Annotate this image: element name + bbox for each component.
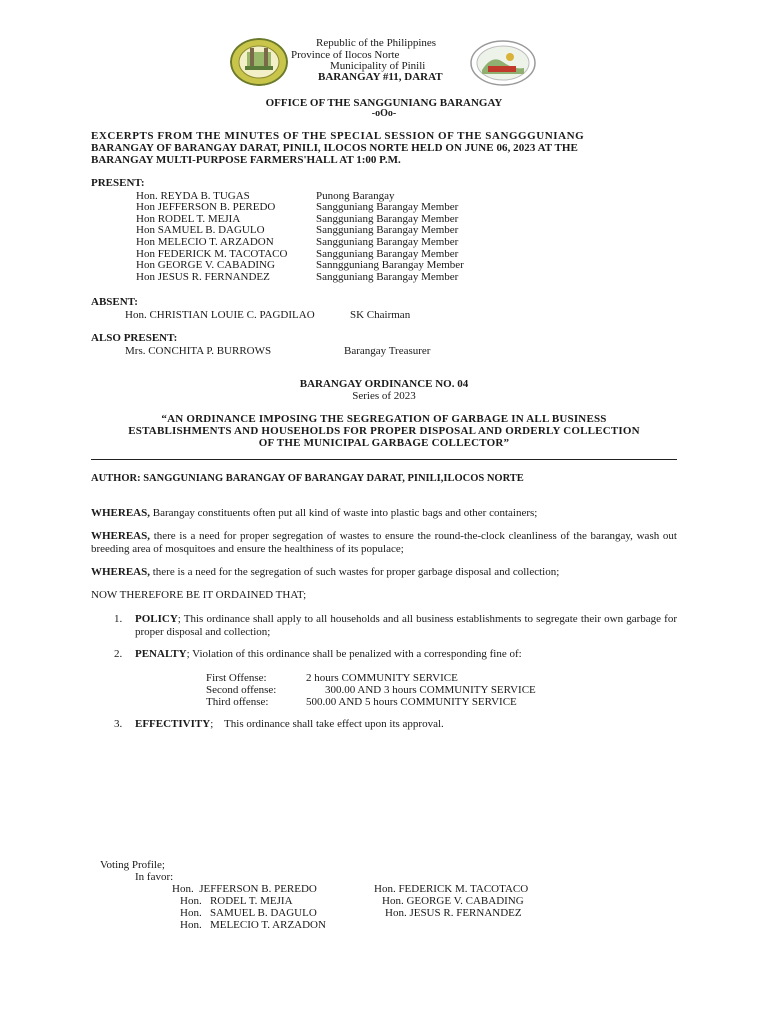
item-effectivity (135, 718, 444, 730)
voter-name: Hon. SAMUEL B. DAGULO (180, 907, 317, 919)
whereas-clause (91, 530, 677, 556)
voter-name: Hon. JEFFERSON B. PEREDO (172, 883, 317, 895)
whereas-lead: WHEREAS, (91, 530, 150, 542)
voter-name: Hon. GEORGE V. CABADING (382, 895, 524, 907)
present-name: Hon SAMUEL B. DAGULO (136, 224, 265, 236)
present-label: PRESENT: (91, 177, 145, 189)
present-name: Hon JESUS R. FERNANDEZ (136, 271, 270, 283)
divider-line (91, 459, 677, 460)
voter-name: Hon. FEDERICK M. TACOTACO (374, 883, 529, 895)
whereas-lead: WHEREAS, (91, 566, 150, 578)
ordinance-author: AUTHOR: SANGGUNIANG BARANGAY OF BARANGAY DARAT, PINILI,ILOCOS NORTE (91, 473, 524, 484)
present-name: Hon RODEL T. MEJIA (136, 213, 241, 225)
present-position: Sangguniang Barangay Member (316, 201, 459, 213)
whereas-text: Barangay constituents often put all kind of waste into plastic bags and other containers; (150, 507, 538, 519)
penalty-value: 300.00 AND 3 hours COMMUNITY SERVICE (325, 684, 536, 696)
item-number: 1. (114, 613, 123, 625)
whereas-text: there is a need for proper segregation of wastes to ensure the round-the-clock cleanliness of the barangay, wash out breeding area of mosquitoes and ensure the healthiness of its populace; (91, 530, 677, 555)
excerpt-line-1: EXCERPTS FROM THE MINUTES OF THE SPECIAL SESSION OF THE SANGGGUNIANG (91, 130, 585, 142)
ornament: -oOo- (371, 108, 397, 119)
whereas-clause (91, 566, 677, 579)
also-present-name: Mrs. CONCHITA P. BURROWS (125, 345, 272, 357)
present-position: Sangguniang Barangay Member (316, 224, 459, 236)
present-name: Hon FEDERICK M. TACOTACO (136, 248, 288, 260)
ordinance-series: Series of 2023 (352, 390, 416, 402)
in-favor-label: In favor: (135, 871, 174, 883)
voting-profile-label: Voting Profile; (100, 859, 165, 871)
ordinance-title-2: ESTABLISHMENTS AND HOUSEHOLDS FOR PROPER DISPOSAL AND ORDERLY COLLECTION (128, 425, 640, 437)
ordinance-number: BARANGAY ORDINANCE NO. 04 (299, 378, 469, 390)
ordinance-title-1: “AN ORDINANCE IMPOSING THE SEGREGATION OF GARBAGE IN ALL BUSINESS (161, 413, 607, 425)
present-name: Hon. REYDA B. TUGAS (136, 190, 250, 202)
present-position: Sangguniang Barangay Member (316, 236, 459, 248)
header-province: Province of Ilocos Norte (291, 49, 400, 61)
penalty-label: First Offense: (206, 672, 267, 684)
item-lead: PENALTY (135, 648, 187, 660)
present-position: Punong Barangay (316, 190, 395, 202)
excerpt-line-2: BARANGAY OF BARANGAY DARAT, PINILI, ILOCOS NORTE HELD ON JUNE 06, 2023 AT THE (91, 142, 578, 154)
absent-label: ABSENT: (91, 296, 138, 308)
voter-name: Hon. RODEL T. MEJIA (180, 895, 293, 907)
header-municipality: Municipality of Pinili (330, 60, 426, 72)
voter-name: Hon. MELECIO T. ARZADON (180, 919, 326, 931)
whereas-text: there is a need for the segregation of such wastes for proper garbage disposal and collection; (150, 566, 560, 578)
barangay-seal-logo (230, 38, 288, 86)
item-lead: POLICY (135, 613, 178, 625)
present-name: Hon JEFFERSON B. PEREDO (136, 201, 276, 213)
whereas-lead: WHEREAS, (91, 507, 150, 519)
header-barangay: BARANGAY #11, DARAT (318, 71, 443, 83)
municipal-seal-logo (470, 40, 536, 86)
item-number: 3. (114, 718, 123, 730)
item-number: 2. (114, 648, 123, 660)
penalty-value: 2 hours COMMUNITY SERVICE (306, 672, 458, 684)
present-name: Hon GEORGE V. CABADING (136, 259, 275, 271)
item-text: ; Violation of this ordinance shall be penalized with a corresponding fine of: (186, 648, 522, 660)
penalty-label: Second offense: (206, 684, 277, 696)
absent-position: SK Chairman (350, 309, 411, 321)
present-position: Sangguniang Barangay Member (316, 248, 459, 260)
header-republic: Republic of the Philippines (316, 37, 437, 49)
present-position: Sangguniang Barangay Member (316, 271, 459, 283)
present-position: Sangguniang Barangay Member (316, 213, 459, 225)
item-policy (135, 613, 677, 639)
also-present-label: ALSO PRESENT: (91, 332, 178, 344)
item-lead: EFFECTIVITY (135, 718, 211, 730)
also-present-position: Barangay Treasurer (344, 345, 431, 357)
ordained-line: NOW THEREFORE BE IT ORDAINED THAT; (91, 589, 307, 601)
penalty-value: 500.00 AND 5 hours COMMUNITY SERVICE (306, 696, 517, 708)
voter-name: Hon. JESUS R. FERNANDEZ (385, 907, 522, 919)
present-name: Hon MELECIO T. ARZADON (136, 236, 274, 248)
excerpt-line-3: BARANGAY MULTI-PURPOSE FARMERS'HALL AT 1:00 P.M. (91, 154, 401, 166)
penalty-label: Third offense: (206, 696, 269, 708)
whereas-clause (91, 507, 677, 520)
ordinance-title-3: OF THE MUNICIPAL GARBAGE COLLECTOR” (258, 437, 510, 449)
present-position: Sanngguniang Barangay Member (316, 259, 464, 271)
office-title: OFFICE OF THE SANGGUNIANG BARANGAY (265, 97, 503, 109)
item-text: ; This ordinance shall take effect upon its approval. (210, 718, 444, 730)
item-text: ; This ordinance shall apply to all households and all business establishments to segregate their own garbage for proper disposal and collection; (135, 613, 677, 638)
absent-name: Hon. CHRISTIAN LOUIE C. PAGDILAO (125, 309, 315, 321)
item-penalty (135, 648, 677, 661)
